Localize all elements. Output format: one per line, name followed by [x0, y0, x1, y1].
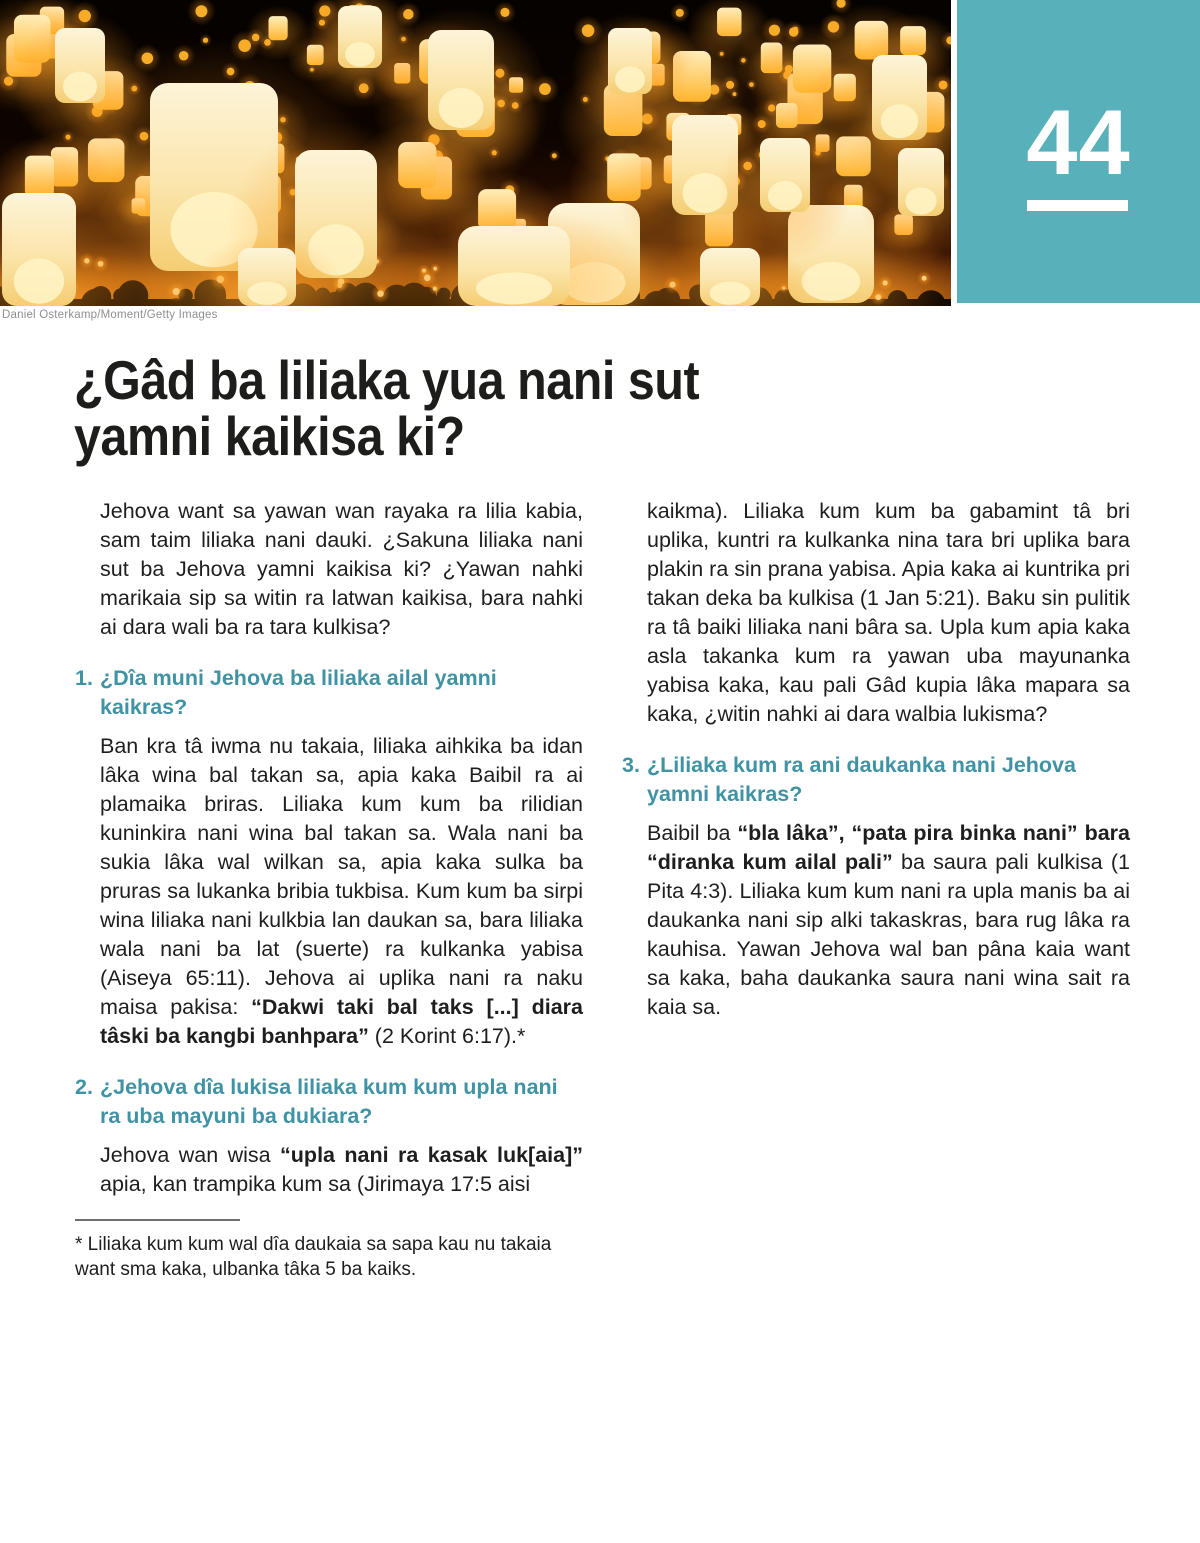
chapter-number-box: [957, 0, 1200, 303]
chapter-number: 44: [1026, 92, 1131, 194]
right-column: [622, 497, 1130, 1022]
page-title-line-1: ¿Gâd ba liliaka yua nani sut: [74, 349, 700, 411]
question-2-text: ¿Jehova dîa lukisa liliaka kum kum upla nani ra uba mayuni ba dukiara?: [100, 1075, 558, 1128]
intro-paragraph: Jehova want sa yawan wan rayaka ra lilia kabia, sam taim liliaka nani dauki. ¿Sakuna liliaka nani sut ba Jehova yamni kaikisa ki? ¿Yawan nahki marikaia sip sa witin ra latwan kaikisa, bara nahki ai dara wali ba ra tara kulkisa?: [100, 499, 583, 639]
chapter-underline: [1027, 200, 1128, 211]
question-1-text: ¿Dîa muni Jehova ba liliaka ailal yamni kaikras?: [100, 666, 497, 719]
left-column: [75, 497, 583, 1282]
footnote-rule: [75, 1219, 240, 1221]
question-2-number: 2.: [75, 1075, 93, 1099]
question-1-number: 1.: [75, 666, 93, 690]
photo-credit: Daniel Osterkamp/Moment/Getty Images: [2, 309, 218, 321]
lantern-festival-photo: [0, 0, 951, 306]
question-1-paragraph: Ban kra tâ iwma nu takaia, liliaka aihkika ba idan lâka wina bal takan sa, apia kaka Baibil ra ai plamaika briras. Liliaka kum kum ba rilidian kuninkira nani wina bal takan sa. Wala nani ba sukia lâka wal wilkan sa, apia kaka sulka ba pruras sa lukanka bribia tukbisa. Kum kum ba sirpi wina liliaka nani kulkbia lan daukan sa, bara liliaka wala nani ba lat (suerte) ra kulkanka yabisa (Aiseya 65:11). Jehova ai uplika nani ra naku maisa pakisa: “Dakwi taki bal taks [...] diara tâski ba kangbi banhpara” (2 Korint 6:17).*: [100, 734, 584, 1048]
question-3-heading: [622, 751, 1130, 809]
question-2-paragraph-continuation: kaikma). Liliaka kum kum ba gabamint tâ bri uplika, kuntri ra kulkanka nina tara bri uplika bara plakin ra sin prana yabisa. Apia kaka ai kuntrika pri takan deka ba kulkisa (1 Jan 5:21). Baku sin pulitik ra tâ baiki liliaka nani bâra sa. Upla kum apia kaka asla takanka kum ra yawan uba mayunanka yabisa kaka, kau pali Gâd kupia lâka mapara sa kaka, ¿witin nahki ai dara walbia lukisma?: [647, 499, 1130, 726]
question-2-heading: [75, 1073, 583, 1131]
question-2-paragraph-start: Jehova wan wisa “upla nani ra kasak luk[aia]” apia, kan trampika kum sa (Jirimaya 17:5 aisi: [100, 1143, 584, 1196]
page-title: [74, 349, 700, 467]
footnote: [75, 1219, 583, 1282]
question-3-number: 3.: [622, 753, 640, 777]
footnote-text: * Liliaka kum kum wal dîa daukaia sa sapa kau nu takaia want sma kaka, ulbanka tâka 5 ba kaiks.: [75, 1234, 552, 1280]
lantern-festival-photo-art: [0, 0, 951, 306]
question-1-heading: [75, 664, 583, 722]
question-3-paragraph: Baibil ba “bla lâka”, “pata pira binka nani” bara “diranka kum ailal pali” ba saura pali kulkisa (1 Pita 4:3). Liliaka kum kum nani ra upla manis ba ai daukanka nani sip alki takaskras, bara rug lâka ra kauhisa. Yawan Jehova wal ban pâna kaia want sa kaka, baha daukanka saura nani wina sait ra kaia sa.: [647, 821, 1130, 1019]
question-3-text: ¿Liliaka kum ra ani daukanka nani Jehova yamni kaikras?: [647, 753, 1076, 806]
page-title-line-2: yamni kaikisa ki?: [74, 405, 465, 467]
